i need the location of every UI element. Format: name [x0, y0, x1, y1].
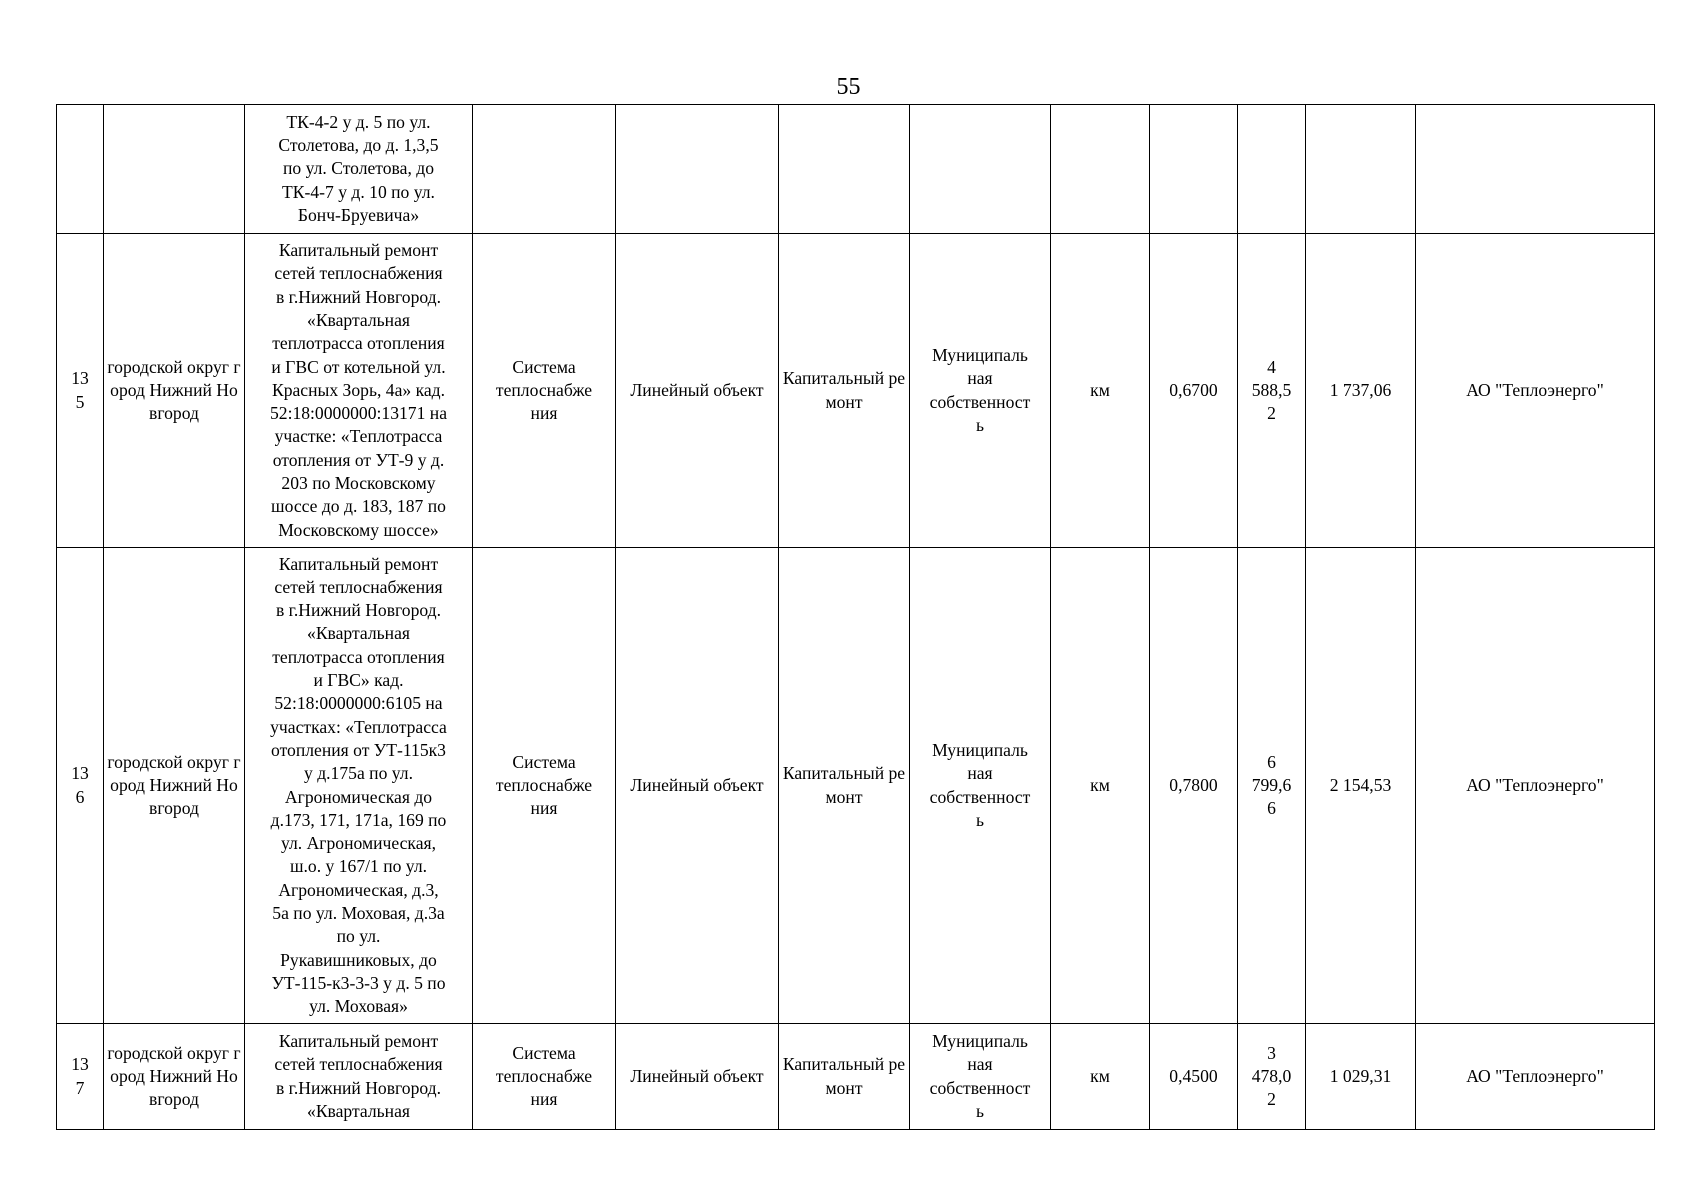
- length-cell: [1150, 105, 1238, 234]
- system-cell: Система теплоснабже ния: [473, 234, 616, 548]
- ownership-cell: Муниципаль ная собственност ь: [910, 234, 1051, 548]
- object-type-cell: Линейный объект: [616, 548, 779, 1024]
- description-cell: Капитальный ремонт сетей теплоснабжения в г.Нижний Новгород. «Квартальная теплотрасса отопления и ГВС от котельной ул. Красных Зорь, 4а» кад. 52:18:0000000:13171 на участке: «Теплотрасса отопления от УТ-9 у д. 203 по Московскому шоссе до д. 183, 187 по Московскому шоссе»: [245, 234, 473, 548]
- municipality-cell: городской округ город Нижний Новгород: [104, 548, 245, 1024]
- unit-cell: [1051, 105, 1150, 234]
- unit-cell: км: [1051, 548, 1150, 1024]
- object-type-cell: [616, 105, 779, 234]
- quantity-cell: 6 799,6 6: [1238, 548, 1306, 1024]
- quantity-cell: 3 478,0 2: [1238, 1024, 1306, 1130]
- ownership-cell: Муниципаль ная собственност ь: [910, 548, 1051, 1024]
- page-number: 55: [836, 74, 861, 100]
- description-cell: Капитальный ремонт сетей теплоснабжения в г.Нижний Новгород. «Квартальная теплотрасса отопления и ГВС» кад. 52:18:0000000:6105 на участках: «Теплотрасса отопления от УТ-115к3 у д.175а по ул. Агрономическая до д.173, 171, 171а, 169 по ул. Агрономическая, ш.о. у 167/1 по ул. Агрономическая, д.3, 5а по ул. Моховая, д.3а по ул. Рукавишниковых, до УТ-115-к3-3-3 у д. 5 по ул. Моховая»: [245, 548, 473, 1024]
- work-type-cell: Капитальный ремонт: [779, 1024, 910, 1130]
- quantity-cell: [1238, 105, 1306, 234]
- organization-cell: АО "Теплоэнерго": [1416, 548, 1655, 1024]
- description-cell: Капитальный ремонт сетей теплоснабжения в г.Нижний Новгород. «Квартальная: [245, 1024, 473, 1130]
- row-number-cell: 13 5: [57, 234, 104, 548]
- cost-cell: 1 029,31: [1306, 1024, 1416, 1130]
- quantity-cell: 4 588,5 2: [1238, 234, 1306, 548]
- table-row: [57, 105, 1655, 234]
- length-cell: 0,6700: [1150, 234, 1238, 548]
- unit-cell: км: [1051, 1024, 1150, 1130]
- length-cell: 0,7800: [1150, 548, 1238, 1024]
- system-cell: Система теплоснабже ния: [473, 1024, 616, 1130]
- municipality-cell: городской округ город Нижний Новгород: [104, 234, 245, 548]
- table-row: [57, 1024, 1655, 1130]
- system-cell: [473, 105, 616, 234]
- length-cell: 0,4500: [1150, 1024, 1238, 1130]
- cost-cell: [1306, 105, 1416, 234]
- cost-cell: 2 154,53: [1306, 548, 1416, 1024]
- row-number-cell: [57, 105, 104, 234]
- municipality-cell: [104, 105, 245, 234]
- row-number-cell: 13 7: [57, 1024, 104, 1130]
- organization-cell: АО "Теплоэнерго": [1416, 1024, 1655, 1130]
- ownership-cell: [910, 105, 1051, 234]
- work-type-cell: Капитальный ремонт: [779, 234, 910, 548]
- work-type-cell: [779, 105, 910, 234]
- table-row: [57, 548, 1655, 1024]
- unit-cell: км: [1051, 234, 1150, 548]
- object-type-cell: Линейный объект: [616, 1024, 779, 1130]
- ownership-cell: Муниципаль ная собственност ь: [910, 1024, 1051, 1130]
- cost-cell: 1 737,06: [1306, 234, 1416, 548]
- organization-cell: АО "Теплоэнерго": [1416, 234, 1655, 548]
- table-row: [57, 234, 1655, 548]
- projects-table: [56, 104, 1655, 1130]
- organization-cell: [1416, 105, 1655, 234]
- description-cell: ТК-4-2 у д. 5 по ул. Столетова, до д. 1,3,5 по ул. Столетова, до ТК-4-7 у д. 10 по ул. Бонч-Бруевича»: [245, 105, 473, 234]
- work-type-cell: Капитальный ремонт: [779, 548, 910, 1024]
- object-type-cell: Линейный объект: [616, 234, 779, 548]
- municipality-cell: городской округ город Нижний Новгород: [104, 1024, 245, 1130]
- system-cell: Система теплоснабже ния: [473, 548, 616, 1024]
- row-number-cell: 13 6: [57, 548, 104, 1024]
